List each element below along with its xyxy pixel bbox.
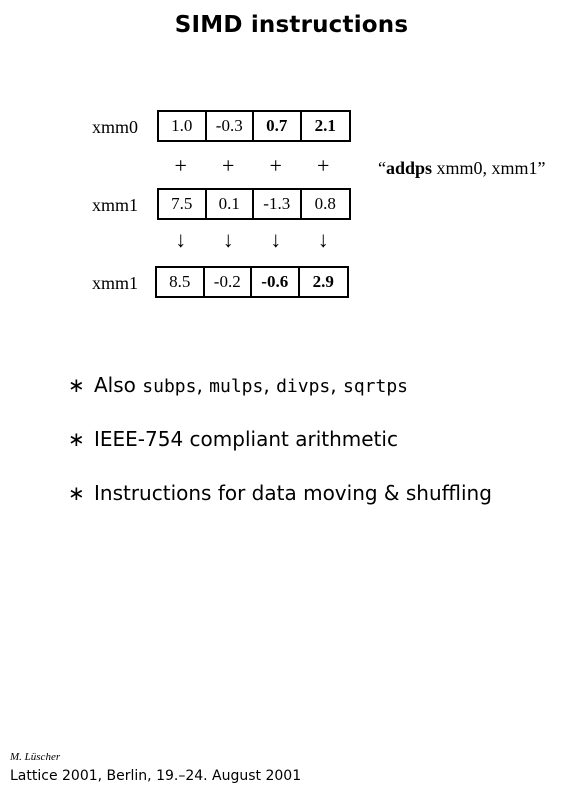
arrow-down-icon: ↓: [175, 227, 187, 252]
plus-sign: +: [269, 153, 282, 178]
bullet-text: Instructions for data moving & shuffling: [94, 481, 492, 505]
bullet-star: ∗: [68, 481, 85, 505]
register-cell: 0.7: [254, 112, 302, 140]
register-label-xmm0: xmm0: [92, 117, 139, 137]
instruction-open-quote: “: [378, 158, 386, 178]
bullet-item-shuffling: [68, 481, 492, 505]
arrow-down-icon: ↓: [270, 227, 282, 252]
register-cell: 0.1: [207, 190, 255, 218]
footer-text: Lattice 2001, Berlin, 19.–24. August 2001: [10, 768, 302, 784]
op-name: sqrtps: [342, 376, 409, 397]
register-cell: 0.8: [314, 194, 336, 213]
register-label-xmm1: xmm1: [92, 195, 139, 215]
arrow-row: [157, 228, 347, 252]
bullet-item-ieee: [68, 427, 398, 451]
plus-sign: +: [317, 153, 330, 178]
separator: ,: [263, 373, 277, 397]
register-xmm1-result: [155, 266, 349, 298]
bullet-star: ∗: [68, 427, 85, 451]
register-xmm0: [157, 110, 351, 142]
register-cell: -0.6: [252, 268, 300, 296]
arrow-down-icon: ↓: [222, 227, 234, 252]
bullet-star: ∗: [68, 373, 85, 397]
register-xmm1-source: [157, 188, 351, 220]
register-cell: -1.3: [254, 190, 302, 218]
register-cell: 1.0: [159, 112, 207, 140]
separator: ,: [196, 373, 210, 397]
register-label-xmm1-result: xmm1: [92, 273, 139, 293]
plus-operator-row: [157, 154, 347, 178]
register-cell: -0.2: [205, 268, 253, 296]
register-cell: -0.3: [207, 112, 255, 140]
bullet-text: IEEE-754 compliant arithmetic: [94, 427, 398, 451]
slide-title: SIMD instructions: [174, 12, 409, 38]
bullet-text: Also: [94, 373, 143, 397]
author-signature: M. Lüscher: [10, 751, 61, 763]
separator: ,: [330, 373, 343, 397]
plus-sign: +: [222, 153, 235, 178]
arrow-down-icon: ↓: [317, 227, 329, 252]
register-cell: 2.9: [312, 272, 334, 291]
plus-sign: +: [174, 153, 187, 178]
register-cell: 2.1: [314, 116, 336, 135]
register-cell: 8.5: [157, 268, 205, 296]
register-cell: 7.5: [159, 190, 207, 218]
instruction-operands: xmm0, xmm1”: [432, 158, 546, 178]
op-name: divps: [276, 376, 331, 397]
bullet-item-ops: [68, 373, 408, 397]
op-name: mulps: [209, 376, 264, 397]
op-name: subps: [142, 376, 197, 397]
instruction-mnemonic: addps: [386, 158, 433, 178]
instruction-caption: [378, 158, 546, 179]
